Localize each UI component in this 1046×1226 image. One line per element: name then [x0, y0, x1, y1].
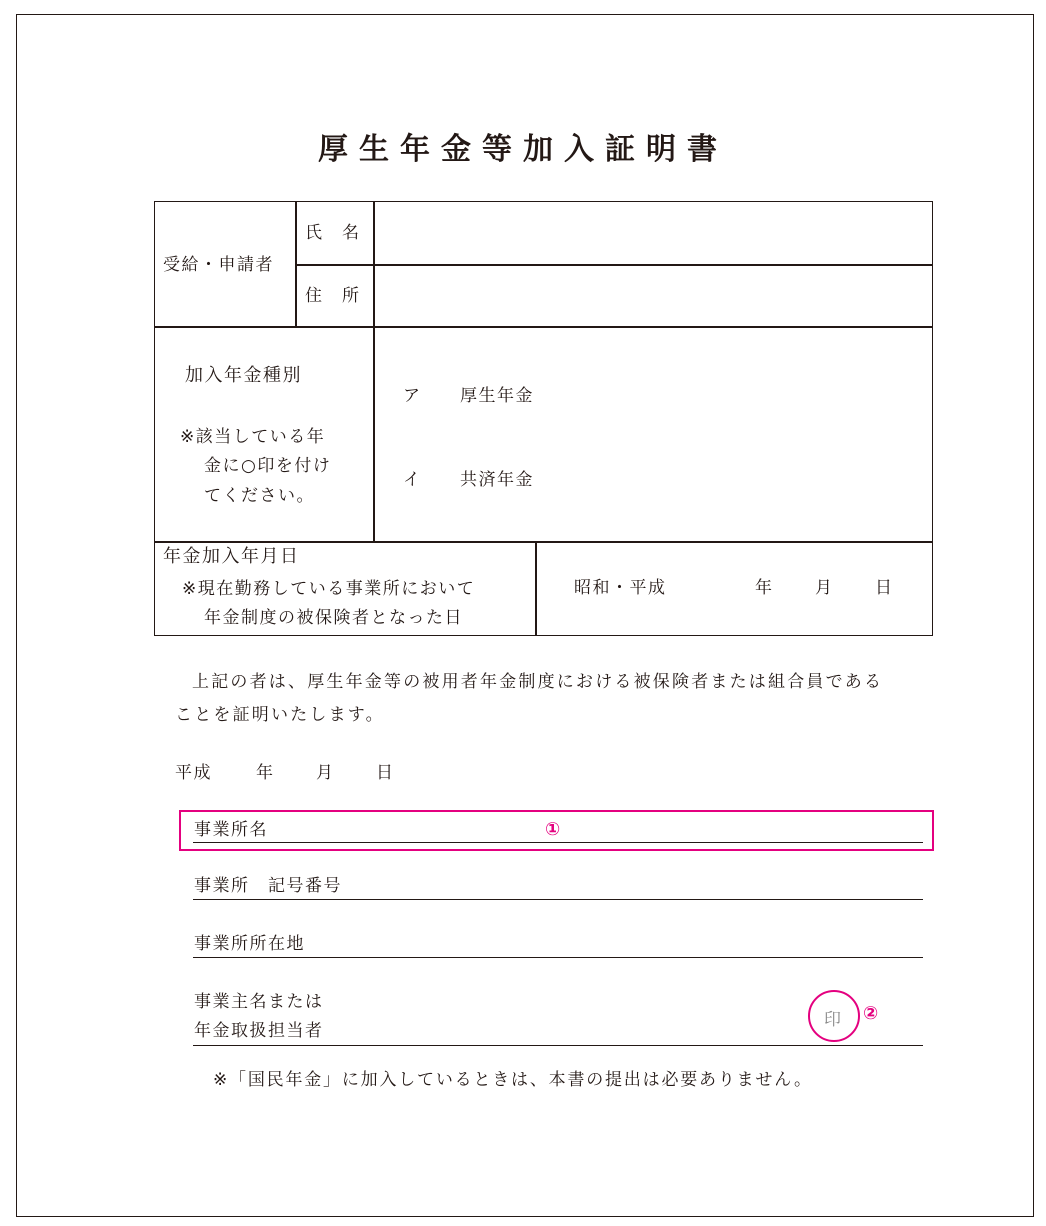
office-number-label: 事業所 記号番号	[194, 876, 342, 896]
office-number-underline[interactable]	[193, 899, 923, 900]
office-address-underline[interactable]	[193, 957, 923, 958]
seal-char: 印	[824, 1010, 841, 1030]
col-divider-label	[373, 201, 375, 542]
name-label: 氏 名	[305, 223, 361, 243]
owner-underline[interactable]	[193, 1045, 923, 1046]
enrollment-date-label: 年金加入年月日	[163, 546, 300, 567]
owner-label-line: 事業主名または	[194, 992, 324, 1012]
option-kosei-nenkin[interactable]: 厚生年金	[460, 386, 534, 406]
certification-text: ことを証明いたします。	[175, 705, 385, 725]
office-address-label: 事業所所在地	[194, 934, 305, 954]
enrollment-date-note-line: ※現在勤務している事業所において	[182, 579, 476, 599]
enrollment-month-unit: 月	[815, 578, 834, 598]
cert-date-year-unit: 年	[256, 763, 275, 783]
enrollment-day-unit: 日	[875, 578, 894, 598]
office-name-label: 事業所名	[194, 820, 268, 840]
row-divider-applicant	[154, 326, 933, 328]
document-title: 厚生年金等加入証明書	[318, 132, 728, 167]
pension-type-label: 加入年金種別	[185, 365, 302, 386]
address-field[interactable]	[376, 267, 930, 325]
option-mark: イ	[403, 470, 422, 490]
enrollment-era: 昭和・平成	[574, 578, 667, 598]
cert-date-day-unit: 日	[376, 763, 395, 783]
option-mark: ア	[403, 386, 422, 406]
row-divider-name-address	[295, 264, 933, 266]
enrollment-year-unit: 年	[755, 578, 774, 598]
cert-date-month-unit: 月	[316, 763, 335, 783]
option-kyosai-nenkin[interactable]: 共済年金	[460, 470, 534, 490]
footnote: ※「国民年金」に加入しているときは、本書の提出は必要ありません。	[213, 1070, 813, 1090]
owner-label-line: 年金取扱担当者	[194, 1021, 324, 1041]
name-field[interactable]	[376, 204, 930, 263]
certification-text: 上記の者は、厚生年金等の被用者年金制度における被保険者または組合員である	[192, 672, 884, 692]
pension-type-note-line: 金に○印を付け	[204, 456, 332, 476]
col-divider-group	[295, 201, 297, 327]
applicant-group-label: 受給・申請者	[163, 255, 274, 275]
cert-date-era: 平成	[175, 763, 212, 783]
col-divider-date	[535, 541, 537, 636]
marker-1: ①	[545, 819, 561, 840]
enrollment-date-note-line: 年金制度の被保険者となった日	[204, 608, 463, 628]
pension-type-note-line: てください。	[204, 486, 315, 506]
office-name-underline[interactable]	[193, 842, 923, 843]
address-label: 住 所	[305, 286, 361, 306]
marker-2: ②	[863, 1003, 879, 1024]
pension-type-note-line: ※該当している年	[180, 427, 326, 447]
row-divider-pension	[154, 541, 933, 543]
